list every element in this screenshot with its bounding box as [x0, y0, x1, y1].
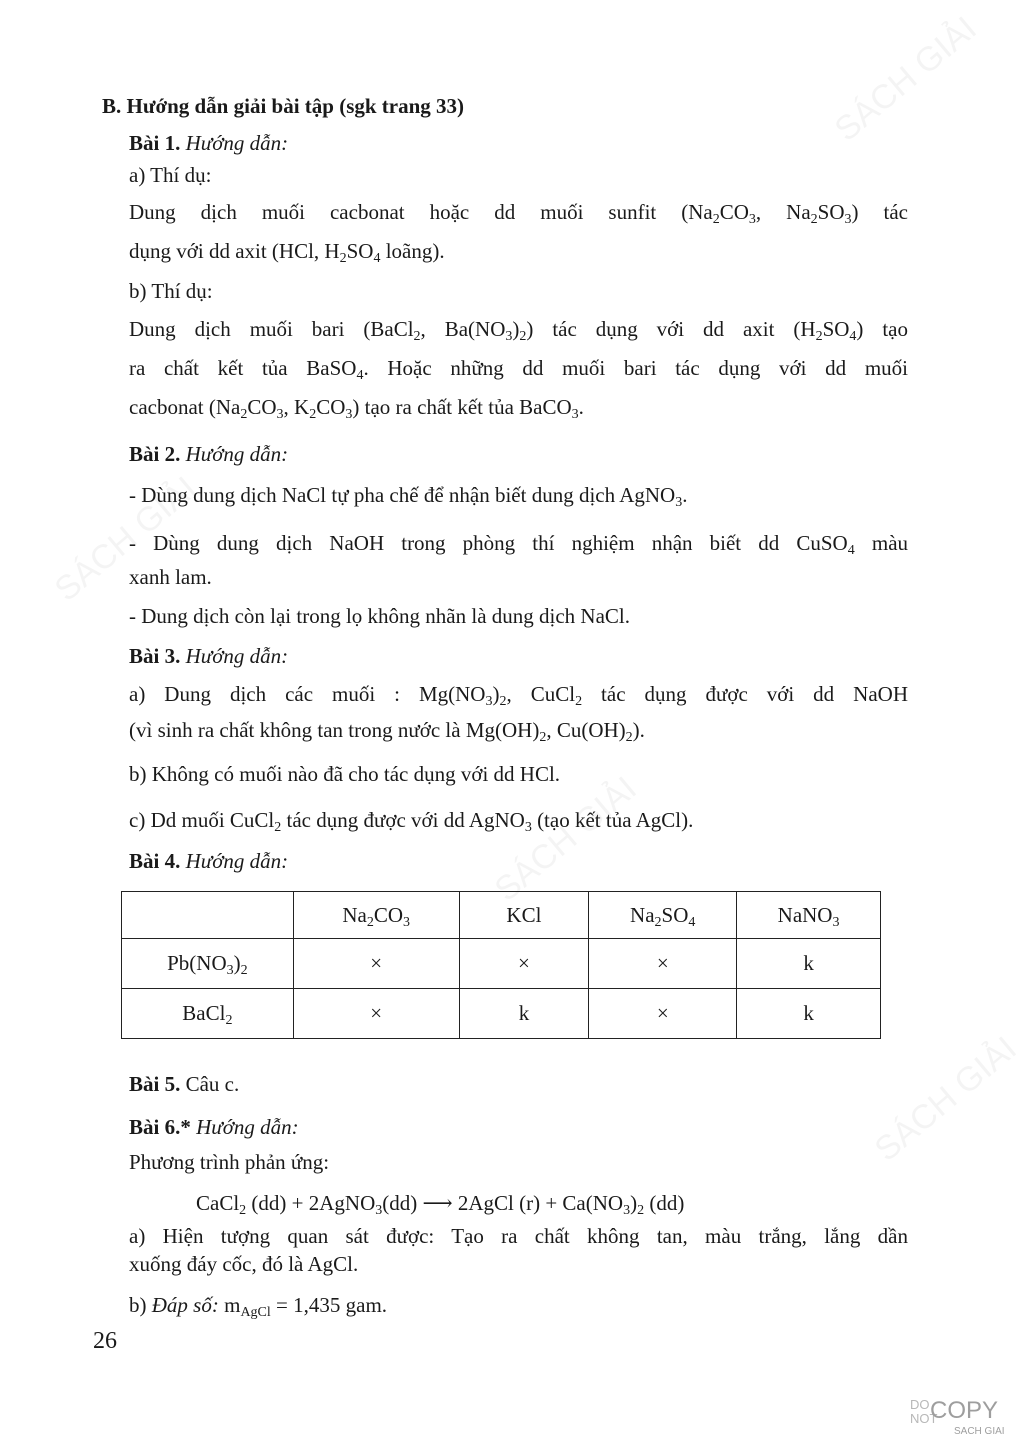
bai1-b-line2: ra chất kết tủa BaSO$_4$. Hoặc những dd muối bari tác dụng với dd muối: [129, 356, 908, 383]
bai2-line3: xanh lam.: [129, 565, 212, 589]
bai6-a-line1: a) Hiện tượng quan sát được: Tạo ra chất không tan, màu trắng, lắng dần: [129, 1224, 908, 1248]
section-title: B. Hướng dẫn giải bài tập (sgk trang 33): [102, 94, 465, 118]
table-row: [122, 989, 881, 1039]
table-row-label: $Pb(NO_3)_2$: [122, 939, 294, 989]
background-watermark: [868, 1029, 1024, 1169]
bai2-line1: - Dùng dung dịch NaCl tự pha chế để nhận biết dung dịch AgNO$_3$.: [129, 483, 688, 510]
bai5-line: Bài 5. Câu c.: [129, 1072, 240, 1096]
bai3-b-line: b) Không có muối nào đã cho tác dụng với dd HCl.: [129, 762, 561, 786]
table-row: [122, 939, 881, 989]
bai2-heading: Bài 2. Hướng dẫn:: [129, 442, 289, 466]
table-cell: k: [459, 989, 589, 1039]
bai1-b-label: b) Thí dụ:: [129, 279, 213, 303]
table-corner-cell: [122, 892, 294, 939]
table-cell: ×: [293, 939, 459, 989]
bai1-heading: Bài 1. Hướng dẫn:: [129, 131, 289, 155]
reaction-table: [121, 891, 881, 1039]
page-number: 26: [93, 1328, 117, 1354]
background-watermark: [488, 769, 645, 909]
bai1-b-line3: cacbonat ($Na_2CO_3$, $K_2CO_3$) tạo ra chất kết tủa BaCO$_3$.: [129, 395, 584, 422]
table-header-cell: $Na_2CO_3$: [293, 892, 459, 939]
table-cell: ×: [589, 939, 737, 989]
bai6-line1: Phương trình phản ứng:: [129, 1150, 330, 1174]
table-header-cell: KCl: [459, 892, 589, 939]
table-cell: ×: [293, 989, 459, 1039]
bai1-b-line1: Dung dịch muối bari (BaCl$_2$, $Ba(NO_3)_2$) tác dụng với dd axit $(H_2SO_4)$ tạo: [129, 317, 909, 344]
bai1-a-line2: dụng với dd axit (HCl, $H_2SO_4$ loãng).: [129, 239, 445, 266]
table-cell: k: [737, 939, 881, 989]
table-header-cell: $Na_2SO_4$: [589, 892, 737, 939]
table-cell: k: [737, 989, 881, 1039]
bai6-b-line: b) Đáp số: $m_{AgCl} = 1,435$ gam.: [129, 1293, 388, 1320]
table-header-row: [122, 892, 881, 939]
reaction-equation: CaCl$_2$ (dd) + 2AgNO$_3$(dd) ⟶ 2AgCl $(r) + Ca(NO_3)_2$ (dd): [196, 1191, 685, 1218]
bai6-heading: Bài 6.* Hướng dẫn:: [129, 1115, 299, 1139]
bai3-a-line2: (vì sinh ra chất không tan trong nước là $Mg(OH)_2$, $Cu(OH)_2$).: [129, 718, 645, 745]
bai1-a-label: a) Thí dụ:: [129, 163, 212, 187]
do-not-copy-stamp: DO NOT COPY SACH GIAI: [910, 1397, 1005, 1437]
table-row-label: BaCl$_2$: [122, 989, 294, 1039]
bai1-a-line1: Dung dịch muối cacbonat hoặc dd muối sunfit ($Na_2CO_3$, $Na_2SO_3$) tác: [129, 200, 908, 227]
bai2-line2: - Dùng dung dịch NaOH trong phòng thí nghiệm nhận biết dd CuSO$_4$ màu: [129, 531, 909, 558]
bai3-a-line1: a) Dung dịch các muối : $Mg(NO_3)_2$, CuCl$_2$ tác dụng được với dd NaOH: [129, 682, 908, 709]
bai4-heading: Bài 4. Hướng dẫn:: [129, 849, 289, 873]
bai3-heading: Bài 3. Hướng dẫn:: [129, 644, 289, 668]
table-cell: ×: [589, 989, 737, 1039]
bai3-c-line: c) Dd muối CuCl$_2$ tác dụng được với dd AgNO$_3$ (tạo kết tủa AgCl).: [129, 808, 694, 835]
background-watermark: [828, 9, 985, 149]
table-cell: ×: [459, 939, 589, 989]
bai6-a-line2: xuống đáy cốc, đó là AgCl.: [129, 1252, 359, 1276]
table-header-cell: NaNO$_3$: [737, 892, 881, 939]
bai2-line4: - Dung dịch còn lại trong lọ không nhãn là dung dịch NaCl.: [129, 604, 630, 628]
